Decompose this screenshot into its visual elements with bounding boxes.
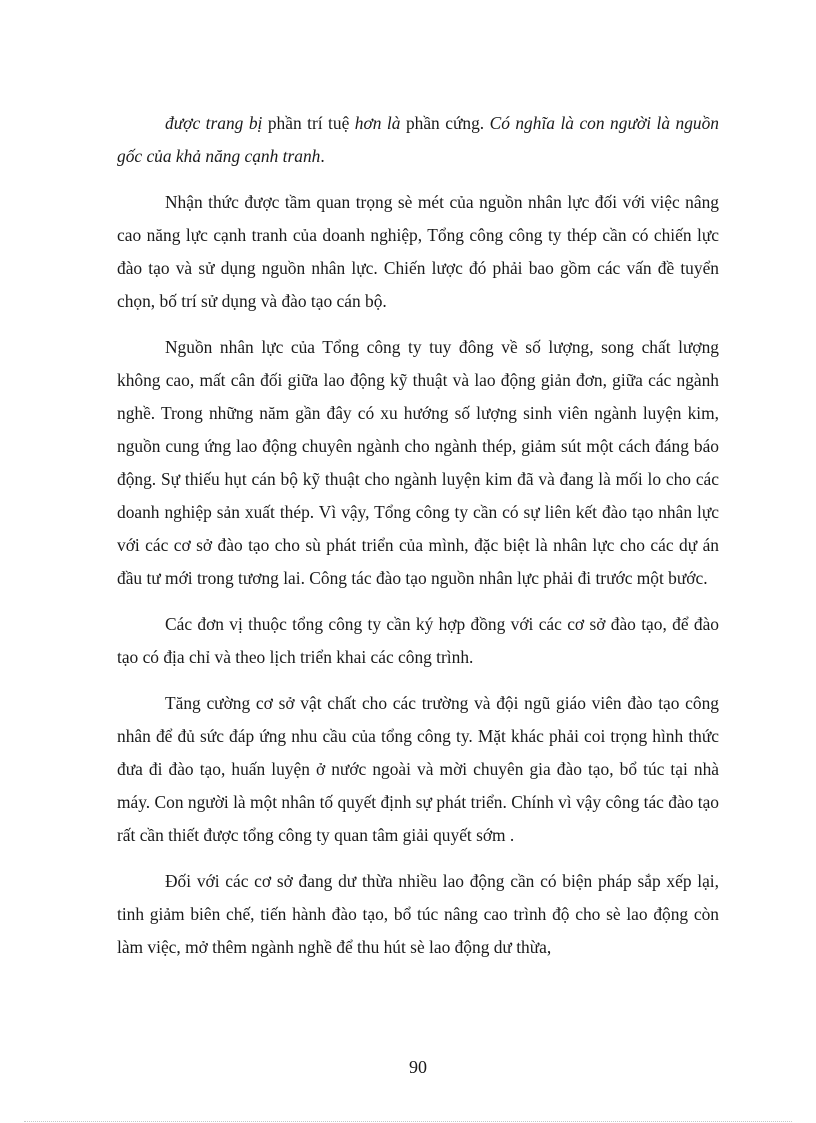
page-bottom-divider xyxy=(24,1121,792,1122)
paragraph-1-run-1: được trang bị xyxy=(165,113,263,133)
paragraph-5-text: Tăng cường cơ sở vật chất cho các trường và đội ngũ giáo viên đào tạo công nhân để đủ sức đáp ứng nhu cầu của tổng công ty. Mặt khác phải coi trọng hình thức đưa đi đào tạo, huấn luyện ở nước ngoài và mời chuyên gia đào tạo, bổ túc tại nhà máy. Con người là một nhân tố quyết định sự phát triển. Chính vì vậy công tác đào tạo rất cần thiết được tổng công ty quan tâm giải quyết sớm . xyxy=(117,693,719,845)
page-body xyxy=(117,107,719,977)
paragraph-1 xyxy=(117,107,719,173)
paragraph-3 xyxy=(117,331,719,595)
paragraph-6-text: Đối với các cơ sở đang dư thừa nhiều lao động cần có biện pháp sắp xếp lại, tinh giảm biên chế, tiến hành đào tạo, bổ túc nâng cao trình độ cho sè lao động còn làm việc, mở thêm ngành nghề để thu hút sè lao động dư thừa, xyxy=(117,871,719,957)
paragraph-1-run-6: . xyxy=(320,146,325,166)
paragraph-1-run-5: Có nghĩa là con người là nguồn gốc của khả năng cạnh tranh xyxy=(117,113,720,166)
paragraph-1-run-2: phần trí tuệ xyxy=(262,113,355,133)
paragraph-4-text: Các đơn vị thuộc tổng công ty cần ký hợp đồng với các cơ sở đào tạo, để đào tạo có địa chỉ và theo lịch triển khai các công trình. xyxy=(117,614,719,667)
page-number: 90 xyxy=(409,1057,427,1077)
paragraph-2 xyxy=(117,186,719,318)
paragraph-2-text: Nhận thức được tầm quan trọng sè mét của nguồn nhân lực đối với việc nâng cao năng lực cạnh tranh của doanh nghiệp, Tổng công công ty thép cần có chiến lực đào tạo và sử dụng nguồn nhân lực. Chiến lược đó phải bao gồm các vấn đề tuyển chọn, bố trí sử dụng và đào tạo cán bộ. xyxy=(117,192,719,311)
paragraph-3-text: Nguồn nhân lực của Tổng công ty tuy đông về số lượng, song chất lượng không cao, mất cân đối giữa lao động kỹ thuật và lao động giản đơn, giữa các ngành nghề. Trong những năm gần đây có xu hướng số lượng sinh viên ngành luyện kim, nguồn cung ứng lao động chuyên ngành cho ngành thép, giảm sút một cách đáng báo động. Sự thiếu hụt cán bộ kỹ thuật cho ngành luyện kim đã và đang là mối lo cho các doanh nghiệp sản xuất thép. Vì vậy, Tổng công ty cần có sự liên kết đào tạo nhân lực với các cơ sở đào tạo cho sù phát triển của mình, đặc biệt là nhân lực cho các dự án đầu tư mới trong tương lai. Công tác đào tạo nguồn nhân lực phải đi trước một bước. xyxy=(117,337,719,588)
paragraph-1-run-3: hơn là xyxy=(354,113,401,133)
paragraph-4 xyxy=(117,608,719,674)
paragraph-5 xyxy=(117,687,719,852)
paragraph-6 xyxy=(117,865,719,964)
paragraph-1-run-4: phần cứng. xyxy=(400,113,490,133)
